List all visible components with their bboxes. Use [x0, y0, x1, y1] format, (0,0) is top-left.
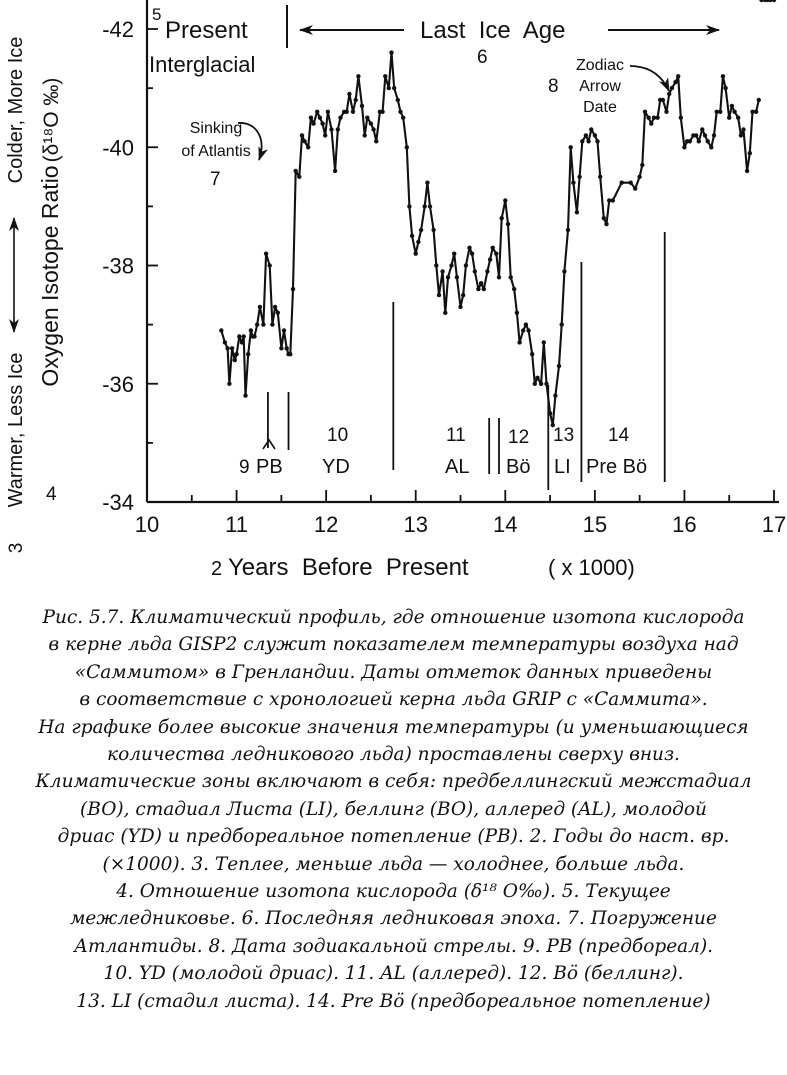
y-tick-label: -36: [102, 371, 134, 397]
data-point: [323, 133, 327, 137]
caption-line: в соответствие с хронологией керна льда GRIP с «Саммита».: [79, 689, 708, 711]
data-point: [434, 263, 438, 267]
caption-line: дриас (YD) и предбореальное потепление (PB). 2. Годы до наст. вр.: [57, 826, 730, 848]
data-point: [604, 222, 608, 226]
y-tick-label: -34: [102, 490, 134, 515]
data-point: [230, 346, 234, 350]
data-point: [268, 263, 272, 267]
data-point: [515, 311, 519, 315]
note-5: 5: [152, 5, 162, 24]
data-point: [500, 216, 504, 220]
data-point: [369, 121, 373, 125]
x-label: Years Before Present: [228, 554, 469, 581]
data-point: [643, 110, 647, 114]
data-point: [488, 257, 492, 261]
data-point: [476, 287, 480, 291]
data-point: [521, 328, 525, 332]
data-point: [416, 240, 420, 244]
data-point: [264, 252, 268, 256]
x-tick-label: 12: [313, 512, 339, 537]
x-tick-label: 13: [403, 512, 428, 537]
data-point: [741, 127, 745, 131]
data-point: [428, 204, 432, 208]
data-point: [611, 198, 615, 202]
caption-line: (BO), стадиал Листа (LI), беллинг (BO), аллеред (AL), молодой: [80, 798, 707, 820]
caption-line: межледниковье. 6. Последняя ледниковая эпоха. 7. Погружение: [70, 908, 717, 930]
data-point: [577, 175, 581, 179]
data-point: [694, 133, 698, 137]
data-point: [389, 50, 393, 54]
data-point: [258, 305, 262, 309]
zodiac-label-1: Zodiac: [575, 57, 625, 74]
data-point: [530, 352, 534, 356]
zone-li: LI: [554, 456, 571, 478]
data-point: [351, 110, 355, 114]
data-point: [772, 0, 776, 2]
data-point: [479, 281, 483, 285]
data-point: [255, 322, 259, 326]
data-point: [748, 151, 752, 155]
y-tick-label: -42: [102, 17, 134, 42]
data-point: [300, 133, 304, 137]
data-point: [506, 222, 510, 226]
y-label-inner: Oxygen Isotope Ratio: [37, 165, 63, 387]
data-point: [620, 181, 624, 185]
data-point: [562, 269, 566, 273]
data-point: [302, 139, 306, 143]
zodiac-arrow: [630, 66, 669, 91]
data-point: [697, 139, 701, 143]
data-point: [437, 293, 441, 297]
data-point: [227, 382, 231, 386]
data-point: [673, 80, 677, 84]
zone-al: AL: [445, 456, 470, 478]
data-point: [706, 139, 710, 143]
data-point: [535, 376, 539, 380]
data-point: [584, 133, 588, 137]
data-point: [723, 86, 727, 90]
data-point: [482, 287, 486, 291]
data-point: [329, 127, 333, 131]
caption-line: «Саммитом» в Гренландии. Даты отметок данных приведены: [74, 661, 713, 683]
data-point: [557, 364, 561, 368]
data-point: [566, 228, 570, 232]
zone-bo: Bö: [506, 456, 531, 478]
data-point: [580, 139, 584, 143]
data-point: [333, 169, 337, 173]
caption-line: На графике более высокие значения температуры (и уменьшающиеся: [38, 716, 749, 738]
data-point: [473, 269, 477, 273]
caption-line: в керне льда GISP2 служит показателем температуры воздуха над: [48, 634, 739, 656]
data-point: [223, 340, 227, 344]
data-point: [544, 382, 548, 386]
data-point: [745, 169, 749, 173]
zone-num-13: 13: [553, 425, 575, 446]
data-point: [718, 110, 722, 114]
data-point: [602, 216, 606, 220]
data-point: [219, 328, 223, 332]
data-point: [736, 116, 740, 120]
data-point: [234, 352, 238, 356]
y-label-colder: Colder, More Ice: [5, 36, 27, 184]
data-point: [347, 92, 351, 96]
data-point: [356, 74, 360, 78]
x-tick-label: 10: [134, 512, 160, 537]
zone-num-9: 9: [239, 457, 250, 478]
data-point: [425, 181, 429, 185]
data-point: [629, 181, 633, 185]
zone-num-10: 10: [327, 425, 349, 446]
data-point: [345, 110, 349, 114]
data-point: [467, 246, 471, 250]
data-point: [279, 346, 283, 350]
data-point: [354, 98, 358, 102]
data-point: [655, 116, 659, 120]
caption-line: Рис. 5.7. Климатический профиль, где отношение изотопа кислорода: [42, 607, 745, 628]
data-point: [285, 346, 289, 350]
data-point: [455, 275, 459, 279]
data-point: [503, 198, 507, 202]
data-point: [533, 382, 537, 386]
data-point: [542, 340, 546, 344]
data-point: [517, 340, 521, 344]
x-tick-label: 16: [672, 512, 697, 537]
interglacial-label: Interglacial: [149, 52, 256, 77]
data-point: [297, 175, 301, 179]
data-point: [306, 145, 310, 149]
data-point: [225, 346, 229, 350]
data-point: [365, 116, 369, 120]
data-point: [294, 169, 298, 173]
y-tick-label: -40: [102, 135, 134, 161]
data-point: [387, 86, 391, 90]
zone-pb: PB: [256, 456, 283, 478]
zone-pre-bo: Pre Bö: [586, 456, 648, 478]
caption-line: 13. LI (стадил листа). 14. Pre Bö (предбореальное потепление): [76, 990, 711, 1012]
data-point: [491, 246, 495, 250]
data-point: [261, 322, 265, 326]
data-point: [414, 252, 418, 256]
zone-yd: YD: [322, 456, 350, 478]
y-label-warmer: Warmer, Less Ice: [5, 352, 27, 508]
data-point: [446, 275, 450, 279]
data-point: [464, 263, 468, 267]
x-tick-label: 14: [493, 512, 518, 537]
data-point: [595, 139, 599, 143]
data-point: [431, 228, 435, 232]
data-point: [252, 334, 256, 338]
data-point: [485, 269, 489, 273]
data-point: [458, 305, 462, 309]
zone-num-14: 14: [608, 425, 630, 446]
zone-num-12: 12: [508, 427, 530, 448]
data-point: [338, 116, 342, 120]
caption-line: (×1000). 3. Теплее, меньше льда — холоднее, больше льда.: [102, 853, 685, 875]
data-point: [320, 121, 324, 125]
data-point: [646, 116, 650, 120]
data-point: [560, 322, 564, 326]
data-point: [640, 163, 644, 167]
present-label: Present: [165, 17, 248, 44]
note-4: 4: [46, 484, 57, 505]
y-label-delta: (δ¹⁸O ‰): [40, 77, 63, 163]
zodiac-label-2: Arrow: [579, 78, 621, 95]
data-point: [703, 133, 707, 137]
data-point: [575, 210, 579, 214]
data-point: [374, 139, 378, 143]
isotope-series: [219, 0, 776, 427]
data-point: [242, 334, 246, 338]
data-point: [670, 86, 674, 90]
data-point: [443, 311, 447, 315]
data-point: [512, 287, 516, 291]
data-point: [419, 228, 423, 232]
note-8: 8: [548, 76, 559, 97]
data-point: [721, 74, 725, 78]
caption-line: 10. YD (молодой дриас). 11. AL (аллеред). 12. Bö (беллинг).: [103, 963, 684, 985]
data-point: [509, 275, 513, 279]
data-point: [336, 127, 340, 131]
data-point: [553, 393, 557, 397]
data-point: [709, 145, 713, 149]
data-point: [311, 121, 315, 125]
note-3: 3: [6, 542, 27, 554]
last-ice-age-label: Last Ice Age: [420, 17, 566, 44]
data-point: [270, 322, 274, 326]
data-point: [309, 116, 313, 120]
data-point: [276, 311, 280, 315]
data-point: [589, 127, 593, 131]
note-7: 7: [210, 169, 221, 190]
pb-caret: [263, 440, 275, 449]
data-point: [649, 121, 653, 125]
data-point: [315, 110, 319, 114]
data-point: [526, 328, 530, 332]
data-point: [712, 133, 716, 137]
note-2: 2: [211, 558, 223, 580]
data-point: [637, 175, 641, 179]
data-point: [688, 139, 692, 143]
data-point: [732, 110, 736, 114]
data-point: [452, 252, 456, 256]
data-point: [757, 98, 761, 102]
data-point: [667, 92, 671, 96]
caption-line: Климатические зоны включают в себя: предбеллингский межстадиал: [35, 771, 752, 793]
data-point: [539, 382, 543, 386]
caption-line: количества ледникового льда) проставлены сверху вниз.: [107, 744, 680, 766]
data-point: [291, 287, 295, 291]
data-point: [633, 186, 637, 190]
data-point: [405, 145, 409, 149]
data-point: [461, 293, 465, 297]
x-tick-label: 11: [225, 512, 248, 537]
data-point: [497, 275, 501, 279]
data-point: [664, 110, 668, 114]
data-point: [246, 352, 250, 356]
data-point: [407, 204, 411, 208]
sinking-label-1: Sinking: [189, 120, 243, 137]
data-point: [700, 127, 704, 131]
data-point: [360, 104, 364, 108]
data-point: [470, 252, 474, 256]
sinking-label-2: of Atlantis: [181, 143, 251, 160]
data-point: [237, 334, 241, 338]
data-point: [679, 116, 683, 120]
data-point: [288, 352, 292, 356]
data-point: [571, 181, 575, 185]
data-point: [410, 234, 414, 238]
data-point: [569, 145, 573, 149]
y-tick-label: -38: [102, 253, 134, 279]
data-point: [240, 340, 244, 344]
data-point: [398, 110, 402, 114]
data-point: [730, 104, 734, 108]
data-point: [401, 116, 405, 120]
data-point: [318, 116, 322, 120]
data-point: [440, 269, 444, 273]
figure-caption: [6, 604, 781, 1015]
caption-line: Атлантиды. 8. Дата зодиакальной стрелы. 9. PB (предбореал).: [73, 935, 714, 957]
data-point: [282, 328, 286, 332]
caption-line: 4. Отношение изотопа кислорода (δ¹⁸ O‰). 5. Текущее: [116, 881, 671, 903]
data-point: [727, 116, 731, 120]
data-point: [392, 86, 396, 90]
x-unit: ( x 1000): [548, 555, 635, 580]
series-line: [221, 53, 759, 426]
zone-num-11: 11: [446, 425, 466, 446]
data-point: [423, 204, 427, 208]
data-point: [383, 74, 387, 78]
data-point: [593, 133, 597, 137]
data-point: [676, 74, 680, 78]
data-point: [243, 393, 247, 397]
data-point: [449, 263, 453, 267]
data-point: [682, 145, 686, 149]
zodiac-label-3: Date: [583, 99, 617, 116]
data-point: [548, 411, 552, 415]
x-tick-label: 17: [761, 512, 787, 537]
data-point: [249, 328, 253, 332]
data-point: [396, 98, 400, 102]
data-point: [524, 322, 528, 326]
data-point: [661, 98, 665, 102]
data-point: [494, 252, 498, 256]
data-point: [598, 175, 602, 179]
data-point: [273, 305, 277, 309]
data-point: [363, 133, 367, 137]
data-point: [586, 139, 590, 143]
data-point: [233, 358, 237, 362]
data-point: [739, 133, 743, 137]
data-point: [754, 110, 758, 114]
data-point: [380, 110, 384, 114]
note-6: 6: [477, 47, 488, 68]
data-point: [371, 127, 375, 131]
x-tick-label: 15: [582, 512, 608, 537]
data-point: [326, 110, 330, 114]
